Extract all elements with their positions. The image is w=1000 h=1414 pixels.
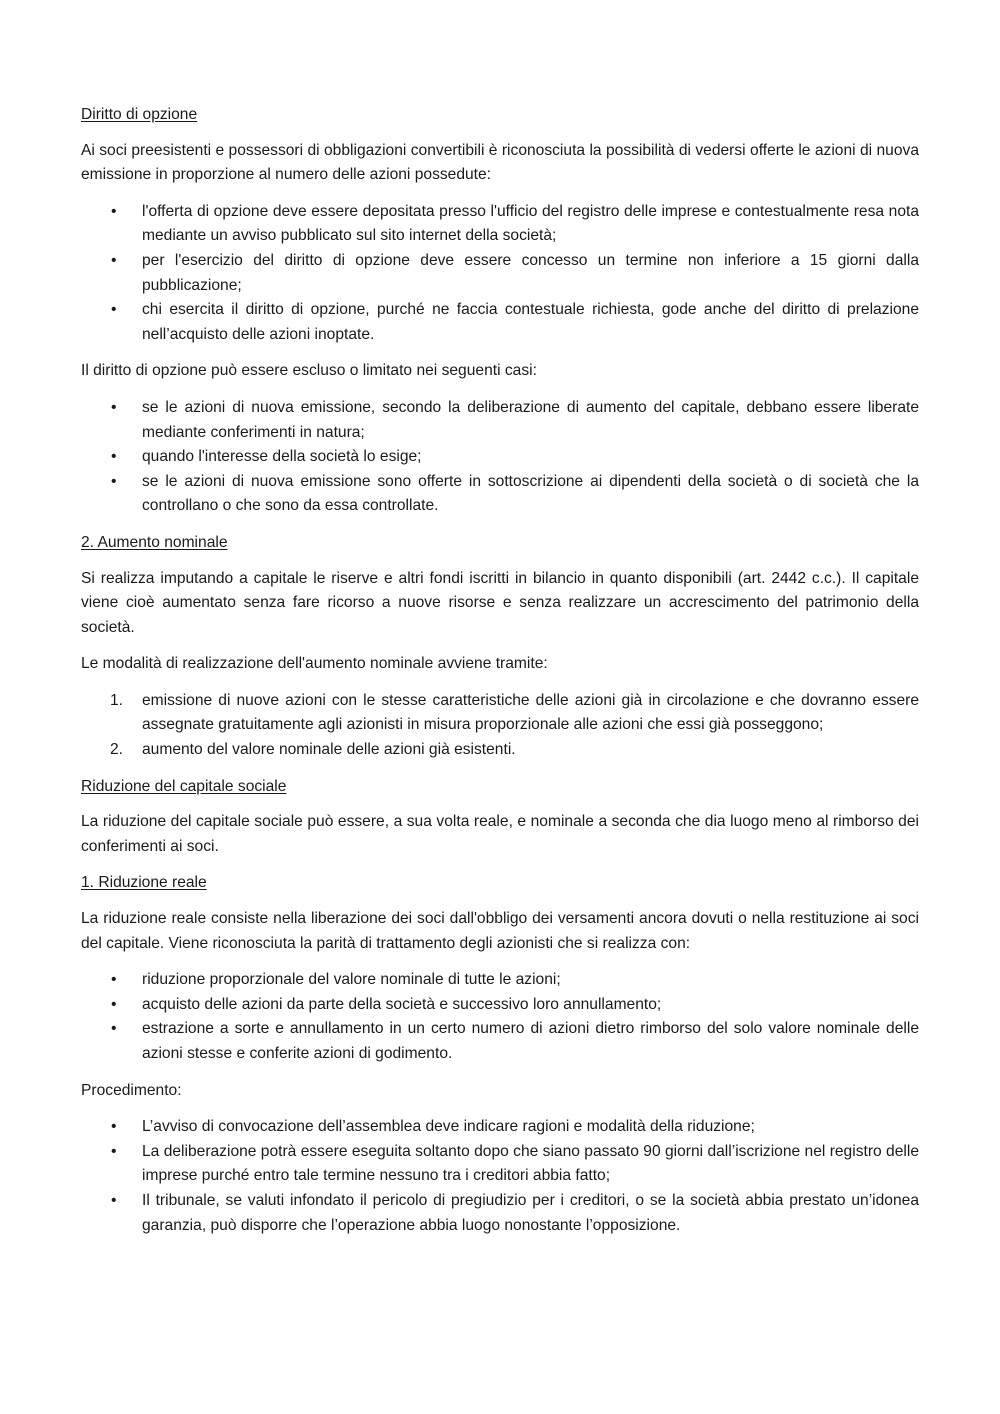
list-number: 1. [110, 691, 124, 709]
list-item: • La deliberazione potrà essere eseguita soltanto dopo che siano passato 90 giorni dall’iscrizione nel registro delle imprese purché entro tale termine nessuno tra i creditori abbia fatto; [81, 1140, 919, 1189]
paragraph: La riduzione reale consiste nella liberazione dei soci dall'obbligo dei versamenti ancora dovuti o nella restituzione ai soci del capitale. Viene riconosciuta la parità di trattamento degli azionisti che si realizza con: [81, 910, 919, 952]
bullet-icon: • [111, 1142, 117, 1160]
bullet-icon: • [111, 448, 117, 466]
list-item: • se le azioni di nuova emissione, secondo la deliberazione di aumento del capitale, debbano essere liberate mediante conferimenti in natura; [81, 396, 919, 445]
numbered-list [81, 689, 919, 763]
list-item: • riduzione proporzionale del valore nominale di tutte le azioni; [81, 968, 919, 993]
list-item: • acquisto delle azioni da parte della società e successivo loro annullamento; [81, 993, 919, 1018]
bullet-list [81, 1115, 919, 1238]
section-heading-diritto-di-opzione: Diritto di opzione [81, 106, 198, 123]
list-item: • l'offerta di opzione deve essere depositata presso l'ufficio del registro delle imprese e contestualmente resa nota mediante un avviso pubblicato sul sito internet della società; [81, 200, 919, 249]
section-heading-aumento-nominale: 2. Aumento nominale [81, 533, 228, 551]
paragraph: Si realizza imputando a capitale le riserve e altri fondi iscritti in bilancio in quanto disponibili (art. 2442 c.c.). Il capitale viene cioè aumentato senza fare ricorso a nuove risorse e senza realizzare un accrescimento del patrimonio della società. [81, 569, 919, 636]
bullet-icon: • [111, 995, 117, 1013]
list-item: • per l'esercizio del diritto di opzione deve essere concesso un termine non inferiore a 15 giorni dalla pubblicazione; [81, 249, 919, 298]
section-heading-riduzione-capitale: Riduzione del capitale sociale [81, 777, 287, 795]
bullet-icon: • [111, 971, 117, 989]
bullet-icon: • [111, 1118, 117, 1136]
bullet-icon: • [111, 251, 117, 269]
paragraph: Procedimento: [81, 1081, 182, 1099]
section-heading-riduzione-reale: 1. Riduzione reale [81, 874, 207, 892]
list-number: 2. [110, 741, 124, 759]
list-item: 2. aumento del valore nominale delle azioni già esistenti. [81, 738, 919, 763]
paragraph: Il diritto di opzione può essere escluso o limitato nei seguenti casi: [81, 362, 537, 380]
list-item: • chi esercita il diritto di opzione, purché ne faccia contestuale richiesta, gode anche del diritto di prelazione nell’acquisto delle azioni inoptate. [81, 298, 919, 347]
bullet-icon: • [111, 301, 117, 319]
list-item: • quando l'interesse della società lo esige; [81, 445, 919, 470]
list-item: • estrazione a sorte e annullamento in un certo numero di azioni dietro rimborso del solo valore nominale delle azioni stesse e conferite azioni di godimento. [81, 1017, 919, 1066]
document-page [81, 103, 919, 1250]
list-item: • se le azioni di nuova emissione sono offerte in sottoscrizione ai dipendenti della società o di società che la controllano o che sono da essa controllate. [81, 470, 919, 519]
list-item: 1. emissione di nuove azioni con le stesse caratteristiche delle azioni già in circolazione e che dovranno essere assegnate gratuitamente agli azionisti in misura proporzionale alle azioni che essi già posseggono; [81, 689, 919, 738]
bullet-list [81, 200, 919, 348]
paragraph: Le modalità di realizzazione dell'aumento nominale avviene tramite: [81, 655, 548, 673]
paragraph: Ai soci preesistenti e possessori di obbligazioni convertibili è riconosciuta la possibilità di vedersi offerte le azioni di nuova emissione in proporzione al numero delle azioni possedute: [81, 141, 919, 184]
list-item: • L’avviso di convocazione dell’assemblea deve indicare ragioni e modalità della riduzione; [81, 1115, 919, 1140]
list-item: • Il tribunale, se valuti infondato il pericolo di pregiudizio per i creditori, o se la società abbia prestato un’idonea garanzia, può disporre che l’operazione abbia luogo nonostante l’opposizione. [81, 1189, 919, 1238]
bullet-icon: • [111, 398, 117, 416]
paragraph: La riduzione del capitale sociale può essere, a sua volta reale, e nominale a seconda che dia luogo meno al rimborso dei conferimenti ai soci. [81, 813, 919, 855]
bullet-icon: • [111, 1020, 117, 1038]
bullet-list [81, 968, 919, 1066]
bullet-list [81, 396, 919, 519]
bullet-icon: • [111, 202, 117, 220]
bullet-icon: • [111, 1191, 117, 1209]
bullet-icon: • [111, 472, 117, 490]
